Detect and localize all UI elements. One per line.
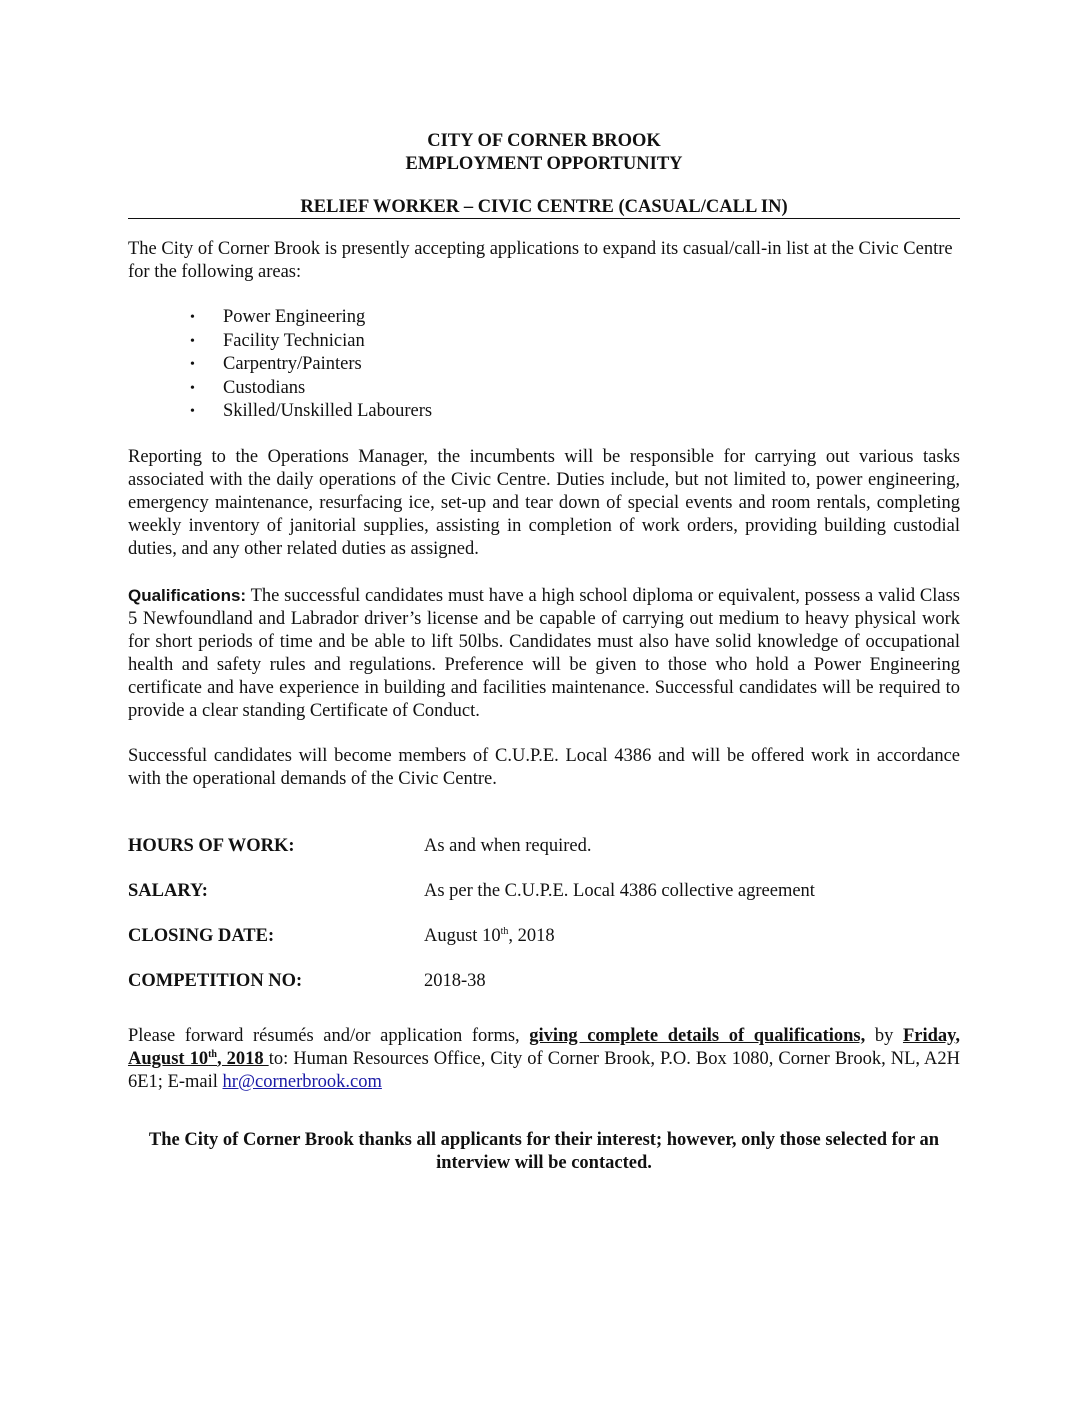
intro-paragraph: The City of Corner Brook is presently accepting applications to expand its casual/call-in list at the Civic Centre for the following areas: <box>128 239 953 282</box>
list-item-label: Carpentry/Painters <box>223 354 362 374</box>
deadline-ordinal: th <box>208 1048 217 1060</box>
competition-value: 2018-38 <box>424 970 486 991</box>
instructions-text: Please forward résumés and/or application forms, <box>128 1025 530 1046</box>
bullet-icon: • <box>190 404 195 419</box>
terms-table <box>128 835 960 1015</box>
closing-note: The City of Corner Brook thanks all applicants for their interest; however, only those selected for an interview will be contacted. <box>148 1129 940 1173</box>
document-page <box>128 130 960 1175</box>
membership-paragraph: Successful candidates will become members of C.U.P.E. Local 4386 and will be offered work in accordance with the operational demands of the Civic Centre. <box>128 745 960 789</box>
position-title: RELIEF WORKER – CIVIC CENTRE (CASUAL/CALL IN) <box>128 197 960 219</box>
closing-date-text: August 10 <box>424 925 501 946</box>
list-item-label: Power Engineering <box>223 307 366 327</box>
qualifications-label: Qualifications: <box>128 585 247 605</box>
hours-label: HOURS OF WORK: <box>128 835 295 856</box>
list-item-label: Custodians <box>223 377 306 398</box>
instructions-text: by <box>865 1025 903 1046</box>
qualifications-text: The successful candidates must have a high school diploma or equivalent, possess a valid Class 5 Newfoundland and Labrador driver’s license and be capable of carrying out medium to heavy physical work for short periods of time and be able to lift 50lbs. Candidates must also have solid knowledge of occupational health and safety rules and regulations. Preference will be given to those who hold a Power Engineering certificate and have experience in building and facilities maintenance. Successful candidates will be required to provide a clear standing Certificate of Conduct. <box>128 585 960 721</box>
closing-date-row <box>128 925 960 970</box>
closing-date-ordinal: th <box>500 925 509 937</box>
salary-row <box>128 880 960 925</box>
closing-date-value <box>424 925 960 948</box>
list-item <box>190 330 960 354</box>
list-item <box>190 400 960 424</box>
competition-row <box>128 970 960 1015</box>
list-item-label: Facility Technician <box>223 330 365 351</box>
instructions-emphasis: giving complete details of qualifications, <box>529 1025 866 1046</box>
hours-value: As and when required. <box>424 835 592 856</box>
instructions-address: to: Human Resources Office, City of Corner Brook, P.O. Box 1080, Corner Brook, NL, A2H 6E1; E-mail <box>128 1048 960 1092</box>
deadline-year: , 2018 <box>217 1048 269 1069</box>
organization-title: CITY OF CORNER BROOK <box>427 131 661 151</box>
document-heading: EMPLOYMENT OPPORTUNITY <box>405 154 683 174</box>
list-item <box>190 306 960 330</box>
deadline-text: Friday, August 10 <box>128 1025 960 1069</box>
list-item <box>190 353 960 377</box>
email-link[interactable]: hr@cornerbrook.com <box>222 1071 382 1092</box>
closing-date-year: , 2018 <box>508 925 555 946</box>
bullet-icon: • <box>190 380 195 396</box>
bullet-icon: • <box>190 357 195 372</box>
qualifications-paragraph <box>128 584 960 723</box>
bullet-icon: • <box>190 310 195 325</box>
reporting-paragraph: Reporting to the Operations Manager, the incumbents will be responsible for carrying out various tasks associated with the daily operations of the Civic Centre. Duties include, but not limited to, power engineering, emergency maintenance, resurfacing ice, set-up and tear down of special events and room rentals, completing weekly inventory of janitorial supplies, assisting in completion of work orders, providing building custodial duties, and any other related duties as assigned. <box>128 446 960 559</box>
list-item <box>190 377 960 401</box>
competition-label: COMPETITION NO: <box>128 970 303 991</box>
salary-label: SALARY: <box>128 880 208 901</box>
application-instructions <box>128 1025 960 1094</box>
bullet-icon: • <box>190 333 195 349</box>
salary-value: As per the C.U.P.E. Local 4386 collective agreement <box>424 880 815 901</box>
hours-row <box>128 835 960 880</box>
list-item-label: Skilled/Unskilled Labourers <box>223 401 433 421</box>
areas-list <box>128 306 960 424</box>
closing-date-label: CLOSING DATE: <box>128 925 275 946</box>
